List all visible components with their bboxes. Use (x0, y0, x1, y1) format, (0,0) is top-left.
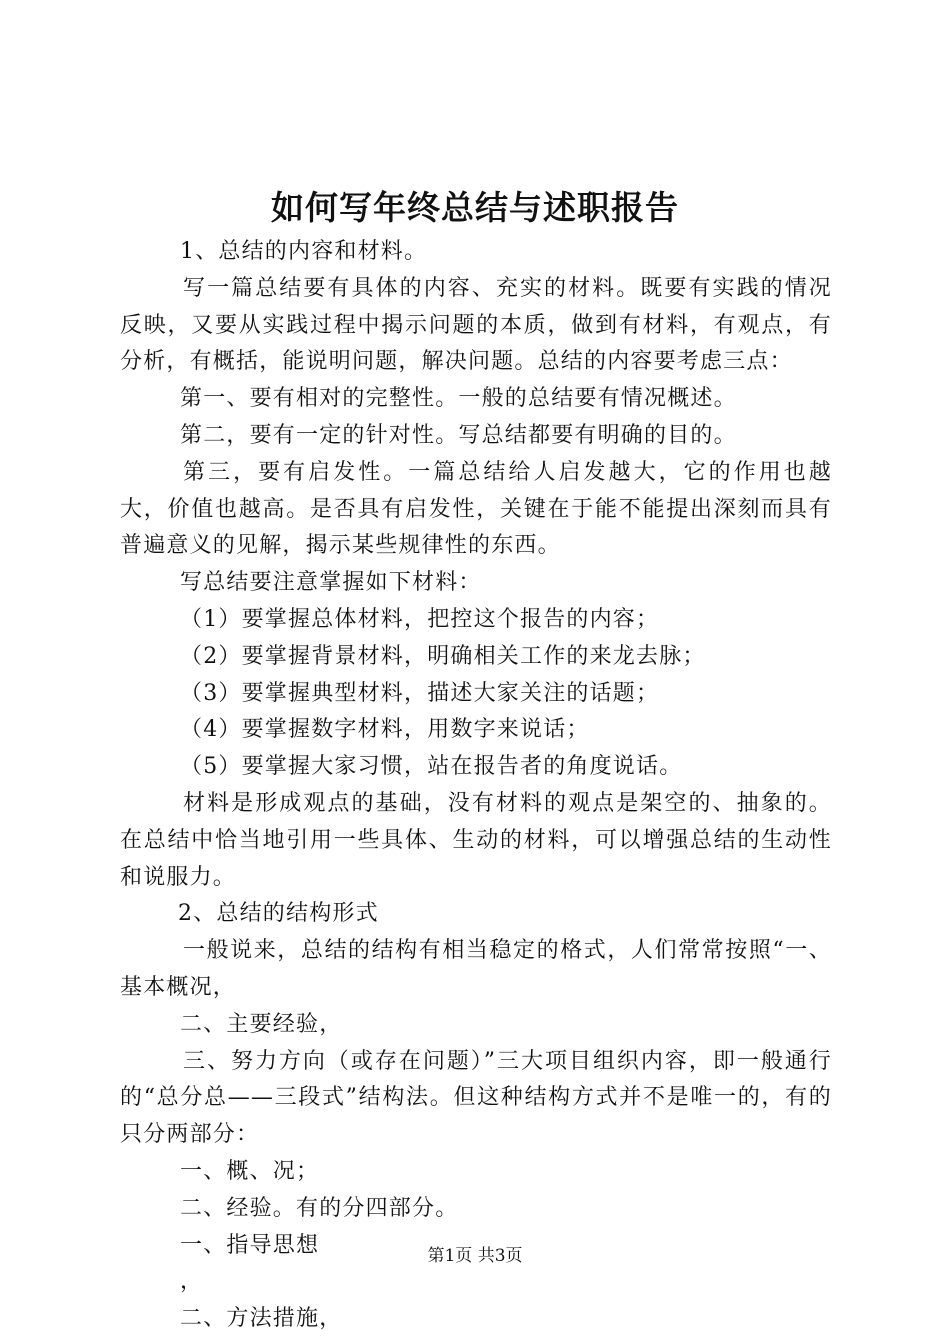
list-item: （2）要掌握背景材料，明确相关工作的来龙去脉； (180, 643, 706, 669)
paragraph: 一、指导思想 (180, 1232, 320, 1258)
paragraph: 第一、要有相对的完整性。一般的总结要有情况概述。 (180, 386, 737, 412)
document-title: 如何写年终总结与述职报告 (271, 188, 679, 227)
paragraph: ， (180, 1269, 204, 1295)
paragraph: 一、概、况； (180, 1158, 320, 1184)
list-item: （3）要掌握典型材料，描述大家关注的话题； (180, 680, 660, 706)
paragraph: 二、方法措施， (180, 1306, 343, 1332)
paragraph: 写总结要注意掌握如下材料： (180, 570, 482, 596)
list-item: （4）要掌握数字材料，用数字来说话； (180, 717, 590, 743)
paragraph: 第二，要有一定的针对性。写总结都要有明确的目的。 (180, 422, 737, 448)
paragraph: 材料是形成观点的基础，没有材料的观点是架空的、抽象的。在总结中恰当地引用一些具体、生动的材料，可以增强总结的生动性和说服力。 (120, 790, 832, 890)
list-item: （1）要掌握总体材料，把控这个报告的内容； (180, 606, 660, 632)
paragraph: 二、经验。有的分四部分。 (180, 1195, 459, 1221)
paragraph: 三、努力方向（或存在问题）”三大项目组织内容，即一般通行的“总分总——三段式”结构法。但这种结构方式并不是唯一的，有的只分两部分： (120, 1048, 832, 1148)
paragraph: 二、主要经验， (180, 1011, 343, 1037)
paragraph: 写一篇总结要有具体的内容、充实的材料。既要有实践的情况反映，又要从实践过程中揭示问题的本质，做到有材料，有观点，有分析，有概括，能说明问题，解决问题。总结的内容要考虑三点： (120, 275, 832, 375)
paragraph: 第三，要有启发性。一篇总结给人启发越大，它的作用也越大，价值也越高。是否具有启发性，关键在于能不能提出深刻而具有普遍意义的见解，揭示某些规律性的东西。 (120, 459, 832, 559)
section-heading-content: 1、总结的内容和材料。 (180, 239, 428, 264)
list-item: （5）要掌握大家习惯，站在报告者的角度说话。 (180, 754, 683, 780)
page-footer: 第1页 共3页 (427, 1246, 523, 1266)
section-heading-structure: 2、总结的结构形式 (178, 901, 379, 927)
document-body (120, 234, 832, 1338)
paragraph: 一般说来，总结的结构有相当稳定的格式，人们常常按照“一、基本概况， (120, 938, 832, 1000)
